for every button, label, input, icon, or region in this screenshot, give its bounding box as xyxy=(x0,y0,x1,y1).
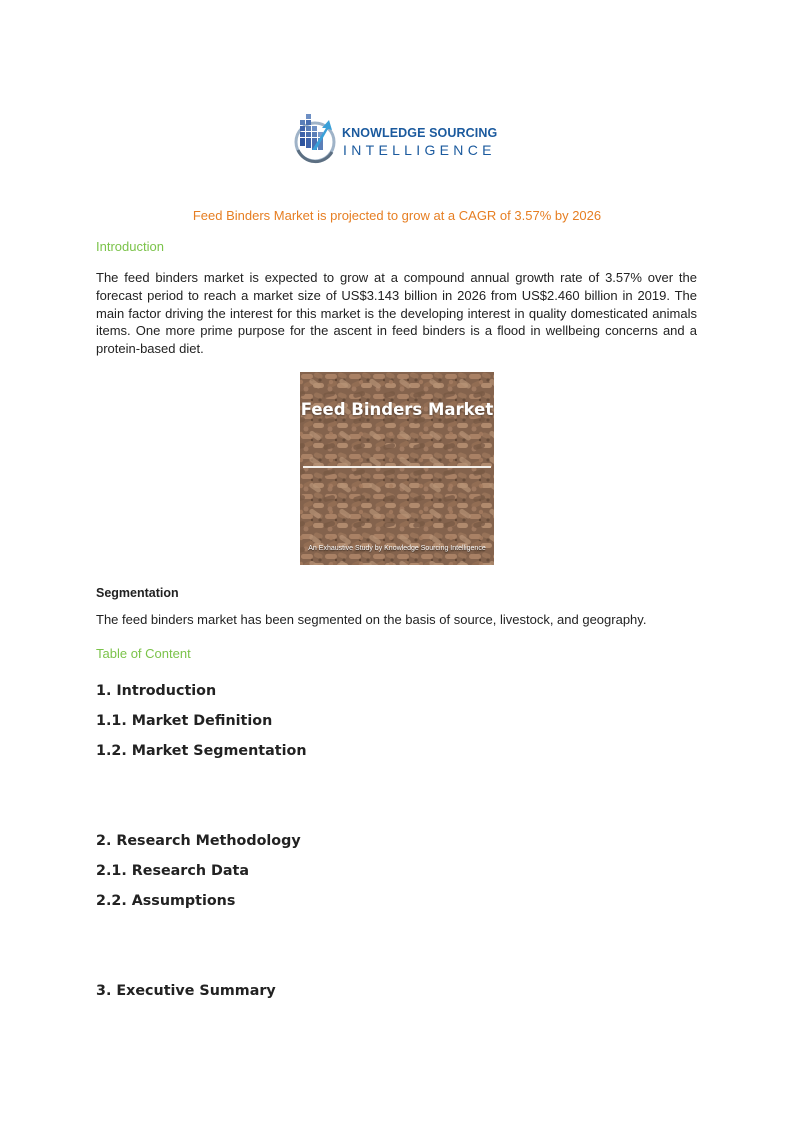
introduction-paragraph: The feed binders market is expected to grow at a compound annual growth rate of 3.57% over the forecast period to reach a market size of US$3.143 billion in 2026 from US$2.460 billion in 2019. The main factor driving the interest for this market is the developing interest in quality domesticated animals items. One more prime purpose for the ascent in feed binders is a flood in wellbeing concerns and a protein-based diet. xyxy=(96,270,697,357)
cover-divider xyxy=(303,466,491,468)
toc-item: 2. Research Methodology xyxy=(96,833,301,849)
segmentation-paragraph: The feed binders market has been segmented on the basis of source, livestock, and geography. xyxy=(96,612,647,627)
page-headline: Feed Binders Market is projected to grow at a CAGR of 3.57% by 2026 xyxy=(192,208,602,223)
toc-item: 2.1. Research Data xyxy=(96,863,249,879)
company-logo xyxy=(292,106,504,166)
logo-text-primary: KNOWLEDGE SOURCING xyxy=(342,126,498,140)
toc-item: 3. Executive Summary xyxy=(96,983,276,999)
cover-title: Feed Binders Market xyxy=(300,400,494,419)
cover-subtitle: An Exhaustive Study by Knowledge Sourcing Intelligence xyxy=(308,545,486,552)
segmentation-heading: Segmentation xyxy=(96,586,179,600)
toc-item: 2.2. Assumptions xyxy=(96,893,236,909)
toc-item: 1.1. Market Definition xyxy=(96,713,273,729)
report-cover-image xyxy=(300,372,494,565)
toc-item: 1.2. Market Segmentation xyxy=(96,743,307,759)
toc-heading: Table of Content xyxy=(96,646,191,661)
logo-mark-icon xyxy=(292,106,342,166)
introduction-heading: Introduction xyxy=(96,239,164,254)
logo-text-secondary: INTELLIGENCE xyxy=(343,142,496,158)
toc-item: 1. Introduction xyxy=(96,683,217,699)
